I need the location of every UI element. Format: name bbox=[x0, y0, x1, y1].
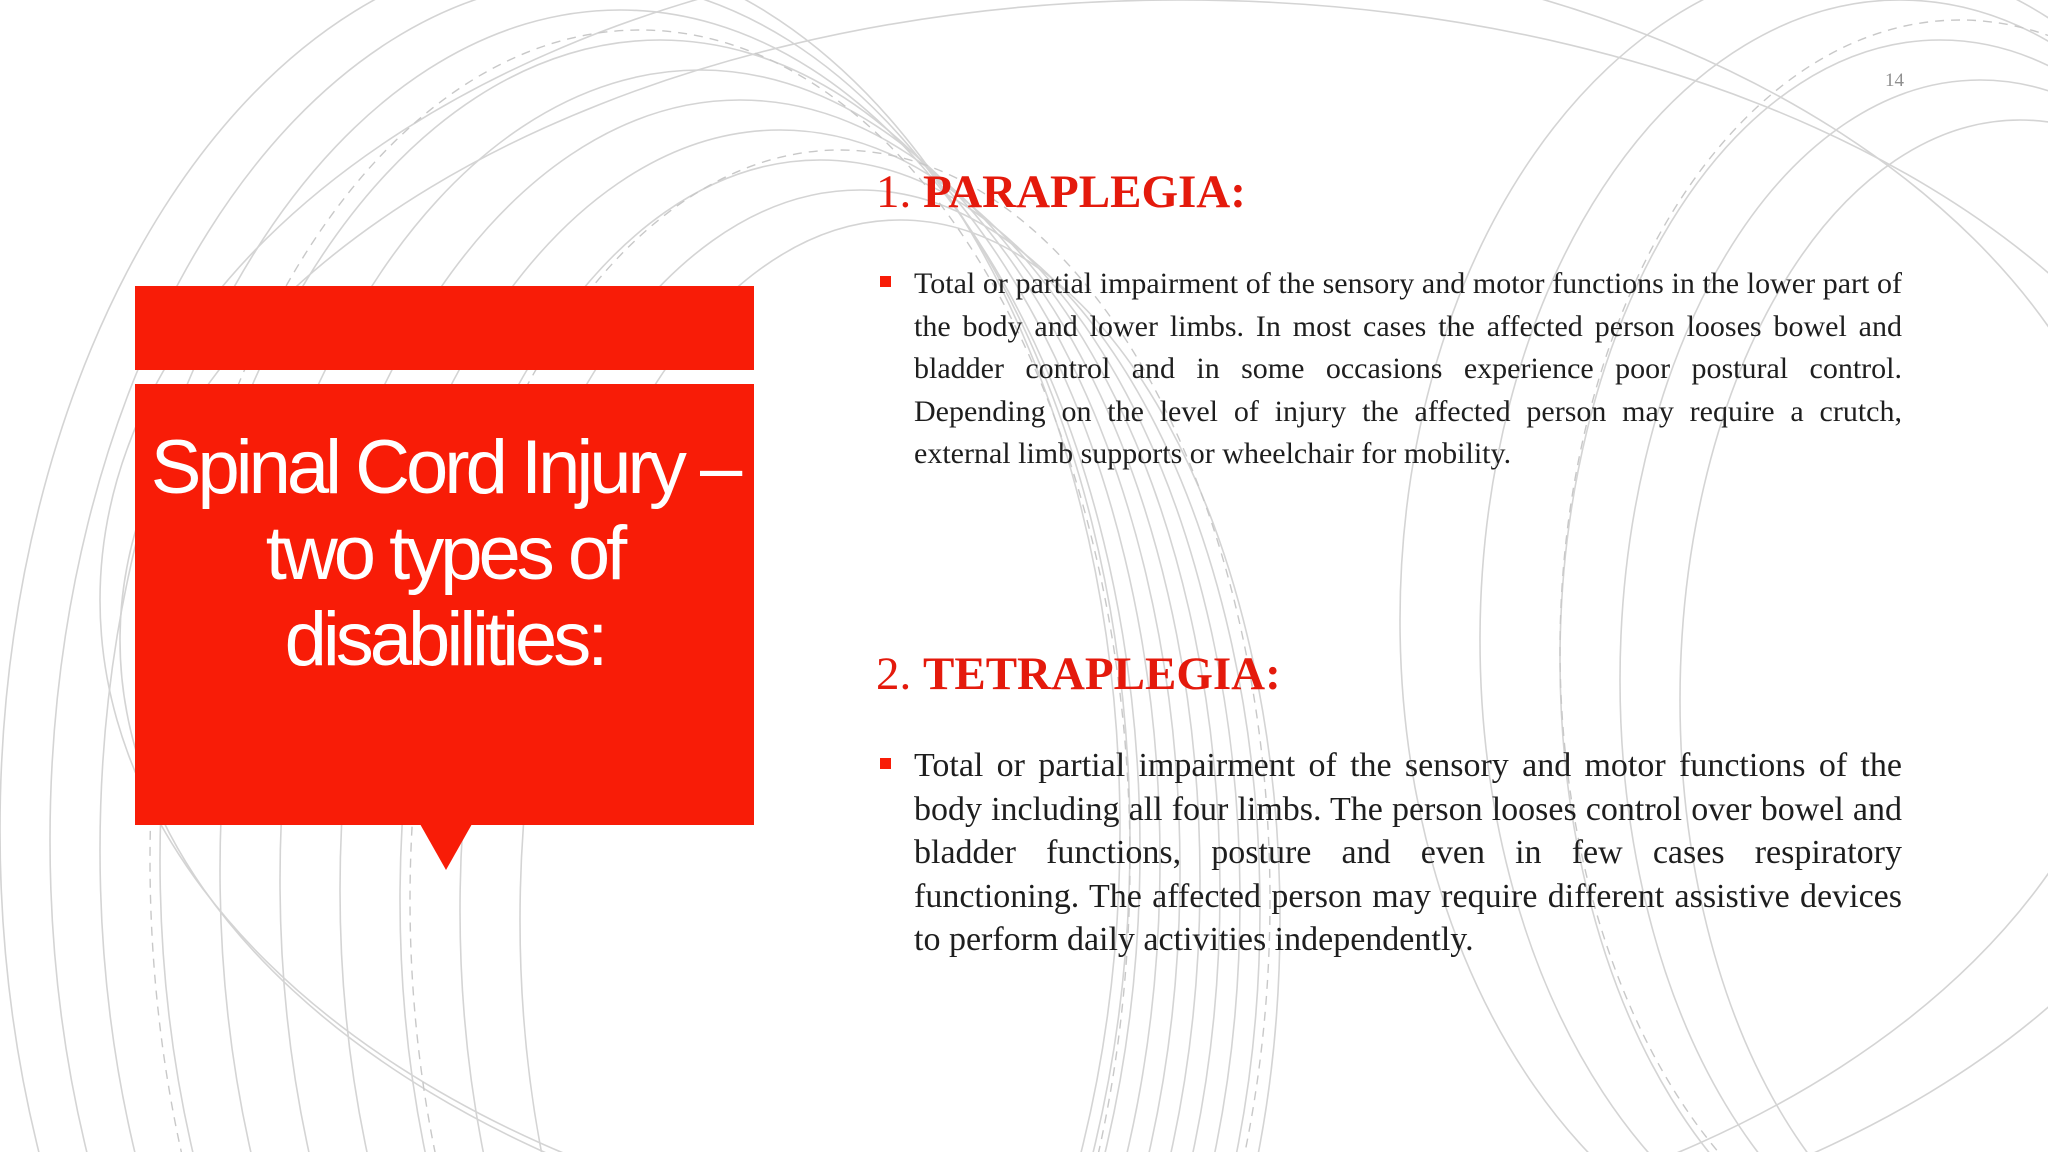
bullet-text: Total or partial impairment of the sensory and motor functions in the lower part of the body and lower limbs. In most cases the affected person looses bowel and bladder control and in some occasions experience poor postural control. Depending on the level of injury the affected person may require a crutch, external limb supports or wheelchair for mobility. bbox=[914, 267, 1902, 470]
section-heading bbox=[876, 165, 1902, 219]
section-number: 2. bbox=[876, 648, 912, 700]
bullet-square-icon bbox=[880, 276, 891, 287]
slide-number: 14 bbox=[1885, 70, 1904, 91]
section-heading bbox=[876, 647, 1902, 701]
section-number: 1. bbox=[876, 166, 912, 218]
section-paraplegia bbox=[876, 165, 1902, 470]
section-tetraplegia bbox=[876, 647, 1902, 959]
callout-pointer bbox=[420, 824, 472, 870]
bullet-square-icon bbox=[880, 758, 891, 769]
section-heading-text: PARAPLEGIA: bbox=[923, 166, 1246, 218]
bullet-text: Total or partial impairment of the sensory and motor functions of the body including all four limbs. The person looses control over bowel and bladder functions, posture and even in few cases respiratory functioning. The affected person may require different assistive devices to perform daily activities independently. bbox=[914, 747, 1902, 959]
title-accent-bar bbox=[135, 286, 754, 370]
section-heading-text: TETRAPLEGIA: bbox=[923, 648, 1281, 700]
slide-title: Spinal Cord Injury – two types of disabilities: bbox=[150, 425, 739, 682]
